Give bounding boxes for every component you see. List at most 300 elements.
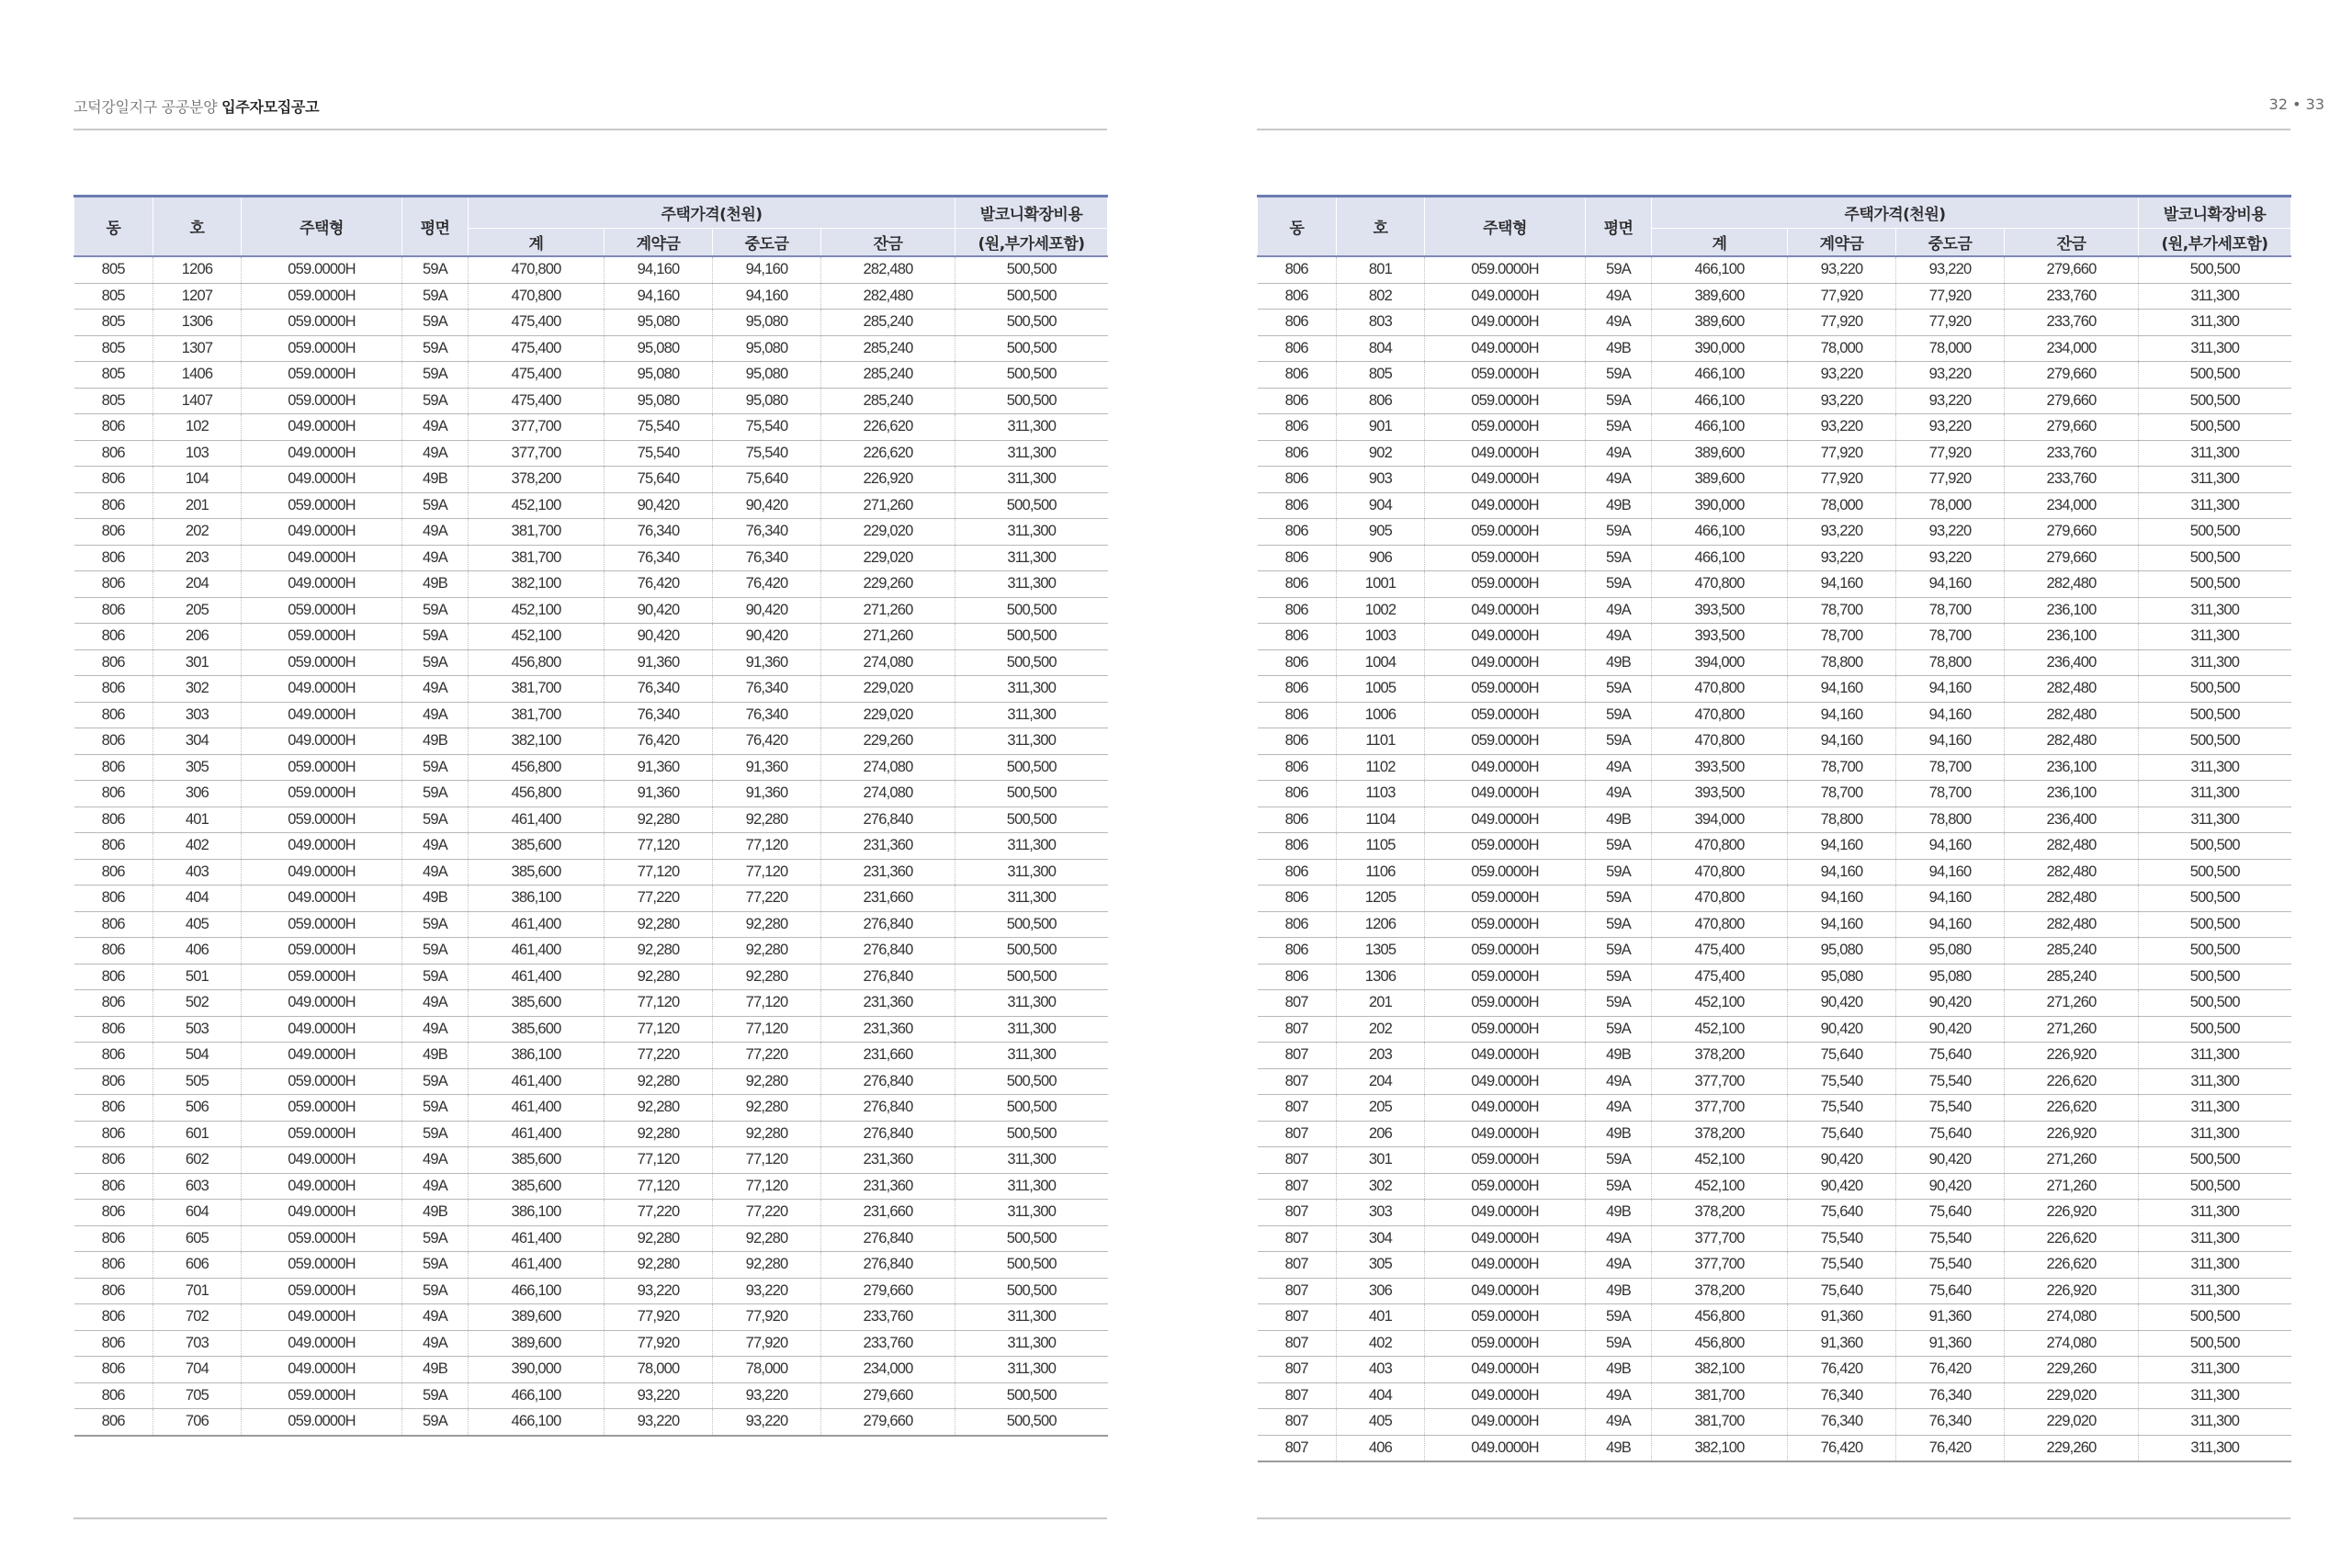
cell-type: 059.0000H [242, 911, 402, 938]
cell-dong: 806 [74, 649, 153, 676]
col-ho: 호 [153, 197, 242, 257]
cell-total: 385,600 [469, 1173, 605, 1200]
cell-pyeong: 49A [402, 859, 469, 886]
cell-type: 059.0000H [242, 388, 402, 414]
cell-contract: 76,420 [1788, 1357, 1896, 1383]
cell-type: 049.0000H [1425, 1382, 1586, 1409]
cell-pyeong: 59A [402, 1225, 469, 1252]
cell-interim: 75,540 [713, 440, 821, 467]
header-rule-left [74, 129, 1107, 130]
table-row [1258, 310, 2291, 336]
cell-dong: 806 [74, 1121, 153, 1147]
cell-contract: 92,280 [605, 911, 713, 938]
cell-pyeong: 49A [1586, 1095, 1652, 1122]
cell-contract: 76,340 [605, 519, 713, 546]
table-row [74, 676, 1108, 703]
cell-balcony: 500,500 [2139, 571, 2291, 598]
cell-balcony: 311,300 [2139, 781, 2291, 807]
cell-ho: 705 [153, 1382, 242, 1409]
cell-balance: 226,920 [2005, 1200, 2139, 1226]
cell-total: 452,100 [469, 624, 605, 650]
cell-ho: 901 [1337, 414, 1425, 441]
cell-ho: 202 [1337, 1016, 1425, 1043]
cell-dong: 806 [1258, 388, 1337, 414]
table-row [1258, 702, 2291, 728]
cell-dong: 806 [74, 519, 153, 546]
cell-type: 049.0000H [1425, 1409, 1586, 1436]
cell-dong: 806 [74, 1147, 153, 1174]
cell-pyeong: 59A [1586, 1304, 1652, 1331]
cell-ho: 1207 [153, 283, 242, 310]
cell-balance: 236,100 [2005, 754, 2139, 781]
cell-type: 059.0000H [242, 938, 402, 964]
cell-total: 381,700 [469, 702, 605, 728]
header-rule-right [1257, 129, 2290, 130]
cell-type: 049.0000H [1425, 1252, 1586, 1279]
col-balcony-line2: (원,부가세포함) [956, 229, 1108, 257]
cell-balcony: 311,300 [2139, 492, 2291, 519]
cell-dong: 806 [1258, 728, 1337, 755]
cell-interim: 77,920 [1896, 310, 2005, 336]
cell-type: 049.0000H [242, 519, 402, 546]
table-row [74, 649, 1108, 676]
cell-total: 461,400 [469, 911, 605, 938]
cell-total: 470,800 [1652, 676, 1788, 703]
cell-pyeong: 49B [402, 1200, 469, 1226]
cell-ho: 1002 [1337, 597, 1425, 624]
cell-dong: 806 [1258, 310, 1337, 336]
cell-ho: 304 [153, 728, 242, 755]
cell-contract: 77,120 [605, 1147, 713, 1174]
cell-balance: 231,360 [821, 990, 956, 1017]
cell-ho: 302 [153, 676, 242, 703]
cell-contract: 75,640 [605, 467, 713, 493]
cell-balcony: 311,300 [2139, 283, 2291, 310]
table-row [1258, 886, 2291, 912]
cell-contract: 94,160 [1788, 728, 1896, 755]
cell-balcony: 500,500 [2139, 676, 2291, 703]
cell-dong: 806 [1258, 571, 1337, 598]
cell-contract: 94,160 [1788, 833, 1896, 860]
table-row [1258, 388, 2291, 414]
cell-dong: 807 [1258, 1330, 1337, 1357]
cell-total: 378,200 [1652, 1200, 1788, 1226]
cell-pyeong: 59A [402, 310, 469, 336]
cell-total: 390,000 [469, 1357, 605, 1383]
cell-pyeong: 49A [1586, 440, 1652, 467]
cell-contract: 77,920 [1788, 283, 1896, 310]
cell-total: 470,800 [469, 283, 605, 310]
cell-pyeong: 59A [1586, 1330, 1652, 1357]
cell-pyeong: 59A [1586, 256, 1652, 283]
cell-type: 059.0000H [1425, 859, 1586, 886]
cell-total: 381,700 [469, 545, 605, 571]
cell-dong: 806 [1258, 256, 1337, 283]
cell-type: 049.0000H [1425, 1435, 1586, 1461]
cell-total: 475,400 [1652, 938, 1788, 964]
cell-ho: 204 [1337, 1068, 1425, 1095]
cell-total: 466,100 [1652, 362, 1788, 389]
cell-contract: 78,700 [1788, 754, 1896, 781]
cell-balcony: 311,300 [956, 728, 1108, 755]
cell-balcony: 500,500 [956, 256, 1108, 283]
cell-pyeong: 59A [402, 964, 469, 990]
cell-interim: 93,220 [1896, 545, 2005, 571]
cell-dong: 806 [1258, 964, 1337, 990]
cell-ho: 502 [153, 990, 242, 1017]
cell-pyeong: 59A [402, 781, 469, 807]
cell-balance: 279,660 [821, 1382, 956, 1409]
table-row [1258, 519, 2291, 546]
cell-type: 059.0000H [242, 492, 402, 519]
cell-contract: 90,420 [605, 492, 713, 519]
cell-pyeong: 59A [1586, 362, 1652, 389]
cell-balcony: 311,300 [956, 414, 1108, 441]
col-balcony-line1: 발코니확장비용 [956, 197, 1108, 229]
cell-pyeong: 49A [402, 440, 469, 467]
cell-total: 456,800 [1652, 1304, 1788, 1331]
cell-balcony: 311,300 [2139, 1357, 2291, 1383]
cell-pyeong: 49A [1586, 1409, 1652, 1436]
cell-ho: 805 [1337, 362, 1425, 389]
cell-balance: 285,240 [821, 388, 956, 414]
cell-interim: 90,420 [1896, 1016, 2005, 1043]
cell-interim: 77,920 [1896, 467, 2005, 493]
cell-pyeong: 59A [402, 1409, 469, 1436]
cell-balance: 276,840 [821, 1121, 956, 1147]
cell-dong: 806 [74, 414, 153, 441]
cell-type: 059.0000H [1425, 833, 1586, 860]
cell-balcony: 500,500 [956, 624, 1108, 650]
cell-interim: 93,220 [1896, 414, 2005, 441]
cell-dong: 806 [74, 1409, 153, 1436]
cell-ho: 403 [1337, 1357, 1425, 1383]
cell-balance: 233,760 [2005, 440, 2139, 467]
cell-type: 059.0000H [242, 624, 402, 650]
cell-pyeong: 59A [1586, 728, 1652, 755]
cell-ho: 202 [153, 519, 242, 546]
cell-contract: 93,220 [1788, 256, 1896, 283]
cell-dong: 807 [1258, 1043, 1337, 1069]
cell-balance: 226,920 [2005, 1043, 2139, 1069]
cell-balcony: 311,300 [956, 1357, 1108, 1383]
cell-pyeong: 59A [1586, 571, 1652, 598]
cell-balance: 231,360 [821, 1173, 956, 1200]
table-row [1258, 1173, 2291, 1200]
cell-balance: 236,100 [2005, 781, 2139, 807]
cell-ho: 703 [153, 1330, 242, 1357]
cell-dong: 806 [1258, 597, 1337, 624]
cell-ho: 206 [153, 624, 242, 650]
table-row [74, 1121, 1108, 1147]
cell-balance: 282,480 [2005, 833, 2139, 860]
cell-balcony: 311,300 [956, 859, 1108, 886]
cell-balcony: 311,300 [956, 467, 1108, 493]
cell-pyeong: 59A [402, 624, 469, 650]
col-dong: 동 [74, 197, 153, 257]
table-row [1258, 859, 2291, 886]
cell-type: 049.0000H [242, 990, 402, 1017]
cell-type: 049.0000H [1425, 492, 1586, 519]
table-row [1258, 624, 2291, 650]
cell-balcony: 500,500 [2139, 388, 2291, 414]
table-row [1258, 1435, 2291, 1461]
cell-dong: 806 [74, 597, 153, 624]
table-row [1258, 1357, 2291, 1383]
cell-balcony: 500,500 [956, 388, 1108, 414]
cell-dong: 806 [74, 545, 153, 571]
cell-total: 475,400 [1652, 964, 1788, 990]
cell-balcony: 500,500 [956, 754, 1108, 781]
cell-interim: 93,220 [1896, 519, 2005, 546]
table-body [1258, 256, 2291, 1461]
cell-balcony: 500,500 [956, 938, 1108, 964]
cell-pyeong: 59A [402, 649, 469, 676]
cell-pyeong: 59A [402, 911, 469, 938]
cell-interim: 93,220 [1896, 362, 2005, 389]
cell-interim: 76,340 [713, 545, 821, 571]
cell-interim: 90,420 [713, 597, 821, 624]
table-row [74, 310, 1108, 336]
cell-contract: 78,000 [605, 1357, 713, 1383]
cell-dong: 806 [1258, 545, 1337, 571]
table-body [74, 256, 1108, 1436]
cell-balance: 231,360 [821, 1016, 956, 1043]
cell-ho: 203 [153, 545, 242, 571]
cell-pyeong: 59A [1586, 886, 1652, 912]
cell-contract: 78,700 [1788, 597, 1896, 624]
cell-dong: 806 [74, 1225, 153, 1252]
cell-ho: 201 [153, 492, 242, 519]
cell-balance: 231,360 [821, 833, 956, 860]
cell-ho: 401 [1337, 1304, 1425, 1331]
cell-ho: 402 [153, 833, 242, 860]
cell-type: 059.0000H [1425, 388, 1586, 414]
cell-interim: 94,160 [713, 256, 821, 283]
cell-balcony: 500,500 [956, 310, 1108, 336]
cell-type: 049.0000H [1425, 1357, 1586, 1383]
cell-ho: 1006 [1337, 702, 1425, 728]
cell-interim: 93,220 [713, 1382, 821, 1409]
cell-ho: 405 [153, 911, 242, 938]
cell-type: 049.0000H [1425, 1225, 1586, 1252]
cell-dong: 806 [74, 886, 153, 912]
cell-type: 049.0000H [242, 571, 402, 598]
cell-contract: 95,080 [1788, 938, 1896, 964]
col-interim: 중도금 [1896, 229, 2005, 257]
cell-dong: 806 [1258, 335, 1337, 362]
cell-type: 059.0000H [1425, 1147, 1586, 1174]
cell-pyeong: 49A [1586, 624, 1652, 650]
cell-ho: 1205 [1337, 886, 1425, 912]
cell-type: 049.0000H [242, 859, 402, 886]
cell-type: 049.0000H [242, 1016, 402, 1043]
table-row [74, 362, 1108, 389]
cell-balcony: 500,500 [956, 807, 1108, 833]
table-row [74, 1252, 1108, 1279]
cell-interim: 77,120 [713, 833, 821, 860]
cell-total: 378,200 [1652, 1121, 1788, 1147]
cell-total: 381,700 [469, 676, 605, 703]
cell-type: 059.0000H [242, 1409, 402, 1436]
cell-total: 470,800 [1652, 702, 1788, 728]
cell-pyeong: 49A [402, 833, 469, 860]
cell-type: 059.0000H [242, 1068, 402, 1095]
cell-balcony: 500,500 [956, 649, 1108, 676]
cell-type: 049.0000H [1425, 1278, 1586, 1304]
cell-balcony: 500,500 [2139, 833, 2291, 860]
cell-total: 456,800 [469, 754, 605, 781]
cell-interim: 91,360 [713, 754, 821, 781]
cell-dong: 806 [1258, 702, 1337, 728]
table-row [74, 414, 1108, 441]
cell-type: 059.0000H [1425, 702, 1586, 728]
cell-ho: 906 [1337, 545, 1425, 571]
cell-dong: 807 [1258, 1304, 1337, 1331]
cell-interim: 75,640 [1896, 1121, 2005, 1147]
table-row [74, 1173, 1108, 1200]
table-row [74, 886, 1108, 912]
table-row [74, 702, 1108, 728]
cell-dong: 806 [1258, 886, 1337, 912]
cell-balcony: 311,300 [956, 519, 1108, 546]
cell-balcony: 311,300 [2139, 1200, 2291, 1226]
table-row [74, 1382, 1108, 1409]
cell-balance: 271,260 [2005, 990, 2139, 1017]
cell-contract: 75,540 [605, 414, 713, 441]
cell-total: 382,100 [469, 571, 605, 598]
cell-interim: 90,420 [1896, 1173, 2005, 1200]
cell-type: 049.0000H [1425, 335, 1586, 362]
table-row [74, 911, 1108, 938]
cell-ho: 904 [1337, 492, 1425, 519]
cell-dong: 806 [74, 1278, 153, 1304]
cell-balance: 226,920 [821, 467, 956, 493]
cell-contract: 77,220 [605, 1200, 713, 1226]
cell-balcony: 500,500 [2139, 859, 2291, 886]
cell-type: 049.0000H [1425, 1068, 1586, 1095]
cell-balcony: 311,300 [2139, 1121, 2291, 1147]
cell-dong: 806 [1258, 649, 1337, 676]
cell-dong: 807 [1258, 1095, 1337, 1122]
cell-interim: 95,080 [713, 335, 821, 362]
cell-contract: 76,420 [1788, 1435, 1896, 1461]
cell-pyeong: 59A [1586, 702, 1652, 728]
cell-total: 385,600 [469, 859, 605, 886]
cell-dong: 805 [74, 256, 153, 283]
cell-type: 059.0000H [1425, 256, 1586, 283]
cell-interim: 77,220 [713, 1200, 821, 1226]
cell-interim: 91,360 [713, 781, 821, 807]
col-dong: 동 [1258, 197, 1337, 257]
cell-type: 059.0000H [242, 283, 402, 310]
cell-balance: 229,020 [2005, 1409, 2139, 1436]
cell-pyeong: 49A [402, 1173, 469, 1200]
cell-balance: 276,840 [821, 938, 956, 964]
cell-contract: 90,420 [1788, 1016, 1896, 1043]
cell-interim: 90,420 [713, 624, 821, 650]
cell-balance: 271,260 [2005, 1173, 2139, 1200]
cell-balcony: 500,500 [956, 492, 1108, 519]
cell-ho: 505 [153, 1068, 242, 1095]
cell-total: 389,600 [469, 1330, 605, 1357]
cell-contract: 92,280 [605, 1095, 713, 1122]
cell-ho: 501 [153, 964, 242, 990]
col-pyeong: 평면 [402, 197, 469, 257]
cell-balcony: 500,500 [2139, 990, 2291, 1017]
cell-total: 470,800 [1652, 859, 1788, 886]
cell-contract: 93,220 [605, 1409, 713, 1436]
cell-dong: 806 [74, 624, 153, 650]
table-row [74, 440, 1108, 467]
cell-contract: 91,360 [1788, 1304, 1896, 1331]
cell-type: 059.0000H [1425, 571, 1586, 598]
table-header [1258, 197, 2291, 257]
cell-balcony: 500,500 [2139, 1330, 2291, 1357]
cell-type: 049.0000H [1425, 467, 1586, 493]
cell-balcony: 311,300 [2139, 310, 2291, 336]
cell-pyeong: 59A [402, 335, 469, 362]
cell-contract: 95,080 [605, 335, 713, 362]
cell-contract: 78,000 [1788, 335, 1896, 362]
cell-interim: 77,220 [713, 886, 821, 912]
cell-ho: 401 [153, 807, 242, 833]
cell-total: 461,400 [469, 964, 605, 990]
cell-contract: 93,220 [1788, 519, 1896, 546]
cell-total: 377,700 [1652, 1095, 1788, 1122]
cell-balance: 274,080 [821, 649, 956, 676]
col-balance: 잔금 [2005, 229, 2139, 257]
cell-contract: 92,280 [605, 938, 713, 964]
cell-ho: 102 [153, 414, 242, 441]
cell-type: 049.0000H [242, 1043, 402, 1069]
cell-ho: 903 [1337, 467, 1425, 493]
cell-balance: 282,480 [821, 283, 956, 310]
cell-total: 393,500 [1652, 624, 1788, 650]
cell-contract: 77,220 [605, 886, 713, 912]
cell-ho: 406 [1337, 1435, 1425, 1461]
cell-interim: 92,280 [713, 1121, 821, 1147]
cell-interim: 91,360 [1896, 1304, 2005, 1331]
cell-contract: 92,280 [605, 807, 713, 833]
cell-interim: 77,120 [713, 1016, 821, 1043]
cell-type: 049.0000H [1425, 1095, 1586, 1122]
cell-balcony: 500,500 [956, 362, 1108, 389]
cell-balcony: 500,500 [956, 283, 1108, 310]
cell-balance: 279,660 [2005, 388, 2139, 414]
table-row [74, 728, 1108, 755]
cell-balcony: 500,500 [956, 1121, 1108, 1147]
cell-balance: 229,020 [821, 676, 956, 703]
cell-interim: 95,080 [1896, 938, 2005, 964]
cell-pyeong: 59A [402, 1252, 469, 1279]
cell-type: 059.0000H [1425, 990, 1586, 1017]
table-row [74, 807, 1108, 833]
cell-interim: 76,340 [1896, 1382, 2005, 1409]
cell-balance: 226,620 [821, 440, 956, 467]
cell-contract: 78,700 [1788, 624, 1896, 650]
cell-total: 475,400 [469, 310, 605, 336]
cell-pyeong: 49B [1586, 1043, 1652, 1069]
cell-pyeong: 59A [402, 388, 469, 414]
cell-total: 452,100 [1652, 1016, 1788, 1043]
cell-dong: 806 [74, 571, 153, 598]
cell-balcony: 500,500 [2139, 938, 2291, 964]
cell-pyeong: 49A [402, 519, 469, 546]
cell-ho: 306 [1337, 1278, 1425, 1304]
table-row [1258, 990, 2291, 1017]
cell-balcony: 311,300 [956, 1147, 1108, 1174]
